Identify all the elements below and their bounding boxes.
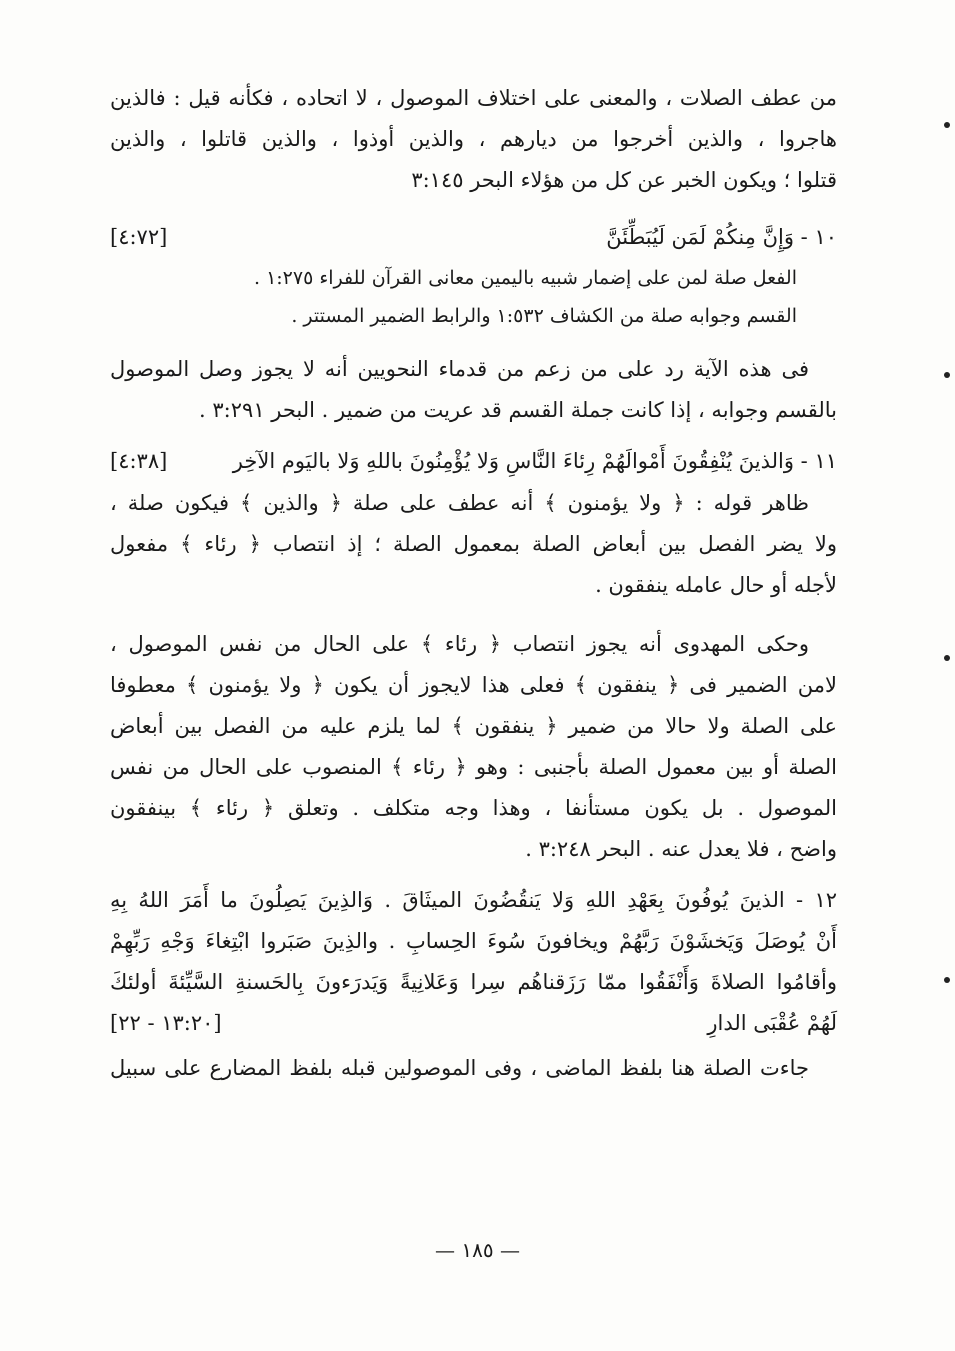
text-line: هاجروا ، والذين أخرجوا من ديارهم ، والذين أوذوا ، والذين قاتلوا ، والذين xyxy=(110,127,837,151)
verse-line xyxy=(110,1003,837,1044)
paragraph-intro xyxy=(110,78,837,201)
text-line: ولا يضر الفصل بين أبعاض الصلة بمعمول الصلة ؛ إذ انتصاب ﴿ رئاء ﴾ مفعول xyxy=(110,532,837,556)
verse-reference: [٤:٧٢] xyxy=(110,225,168,249)
text-line: من عطف الصلات ، والمعنى على اختلاف الموصول ، لا اتحاده ، فكأنه قيل : فالذين xyxy=(110,86,837,110)
text-line: على الصلة ولا حالا من ضمير ﴿ ينفقون ﴾ لما يلزم عليه من الفصل بين أبعاض xyxy=(110,714,837,738)
margin-mark xyxy=(944,122,950,128)
page-number: — ١٨٥ — xyxy=(435,1238,520,1262)
document-body xyxy=(110,78,837,1089)
text-line: بالقسم وجوابه ، إذا كانت جملة القسم قد عريت من ضمير . البحر ٣:٢٩١ . xyxy=(199,398,837,422)
margin-mark xyxy=(944,977,950,983)
margin-mark xyxy=(944,372,950,378)
entry-12 xyxy=(110,880,837,1089)
verse-text: أَنْ يُوصَلَ وَيَخشَوْنَ رَبَّهُمْ ويخافونَ سُوءَ الحِسابِ . والذِينَ صَبَروا ابْتِغاءَ وَجْهِ رَبِّهِمْ xyxy=(110,929,837,953)
entry-11 xyxy=(110,439,837,870)
text-line: وحكى المهدوى أنه يجوز انتصاب ﴿ رئاء ﴾ على الحال من نفس الموصول ، xyxy=(110,632,809,656)
verse-reference: [٤:٣٨] xyxy=(110,449,168,473)
text-line: فى هذه الآية رد على من زعم من قدماء النحويين أنه لا يجوز وصل الموصول xyxy=(110,357,809,381)
text-line: الموصول . بل يكون مستأنفا ، وهذا وجه متكلف . وتعلق ﴿ رئاء ﴾ بينفقون xyxy=(110,796,837,820)
text-line: لأجله أو حال عامله ينفقون . xyxy=(595,573,837,597)
text-line: الصلة أو بين معمول الصلة بأجنبى : وهو ﴿ رئاء ﴾ المنصوب على الحال من نفس xyxy=(110,755,837,779)
verse-text: ١٢ - الذينَ يُوفُونَ بِعَهْدِ اللهِ وَلا يَنقُضُونَ الميثَاقَ . وَالذِينَ يَصِلُونَ ما أَمَرَ اللهُ بِهِ xyxy=(110,888,837,912)
verse-line xyxy=(110,215,837,259)
verse-reference: [١٣:٢٠ - ٢٢] xyxy=(110,1011,222,1035)
verse-text: لَهُمْ عُقْبَى الدارِ xyxy=(707,1011,837,1035)
text-line: قتلوا ؛ ويكون الخبر عن كل من هؤلاء البحر ٣:١٤٥ xyxy=(411,168,837,192)
text-line: ظاهر قوله : ﴿ ولا يؤمنون ﴾ أنه عطف على صلة ﴿ والذين ﴾ فيكون صلة ، xyxy=(110,491,809,515)
text-line: لامن الضمير فى ﴿ ينفقون ﴾ فعلى هذا لايجوز أن يكون ﴿ ولا يؤمنون ﴾ معطوفا xyxy=(110,673,837,697)
verse-text: وأقامُوا الصلاةَ وَأَنْفَقُوا ممّا رَزَقناهُم سِرا وَعَلانِيةً وَيَدرَءونَ بِالحَسنةِ السَّيِّئةَ أولئكَ xyxy=(110,970,837,994)
text-line: واضح ، فلا يعدل عنه . البحر ٣:٢٤٨ . xyxy=(525,837,837,861)
verse-line xyxy=(110,439,837,483)
note-line: القسم وجوابه صلة من الكشاف ١:٥٣٢ والرابط الضمير المستتر . xyxy=(291,305,797,327)
entry-10 xyxy=(110,215,837,431)
text-line: جاءت الصلة هنا بلفظ الماضى ، وفى الموصولين قبله بلفظ المضارع على سبيل xyxy=(110,1056,809,1080)
verse-text: ١٠ - وَإِنَّ مِنكُمْ لَمَن لَيُبَطِّئَنَّ xyxy=(606,225,837,249)
margin-mark xyxy=(944,655,950,661)
note-line: الفعل صلة لمن على إضمار شبيه باليمين معانى القرآن للفراء ١:٢٧٥ . xyxy=(253,267,797,289)
verse-text: ١١ - وَالذينَ يُنْفِقُونَ أَمْوالَهُمْ رِئاءَ النَّاسِ وَلا يُؤْمِنُونَ باللهِ وَلا باليَوم الآخِر xyxy=(232,449,837,473)
